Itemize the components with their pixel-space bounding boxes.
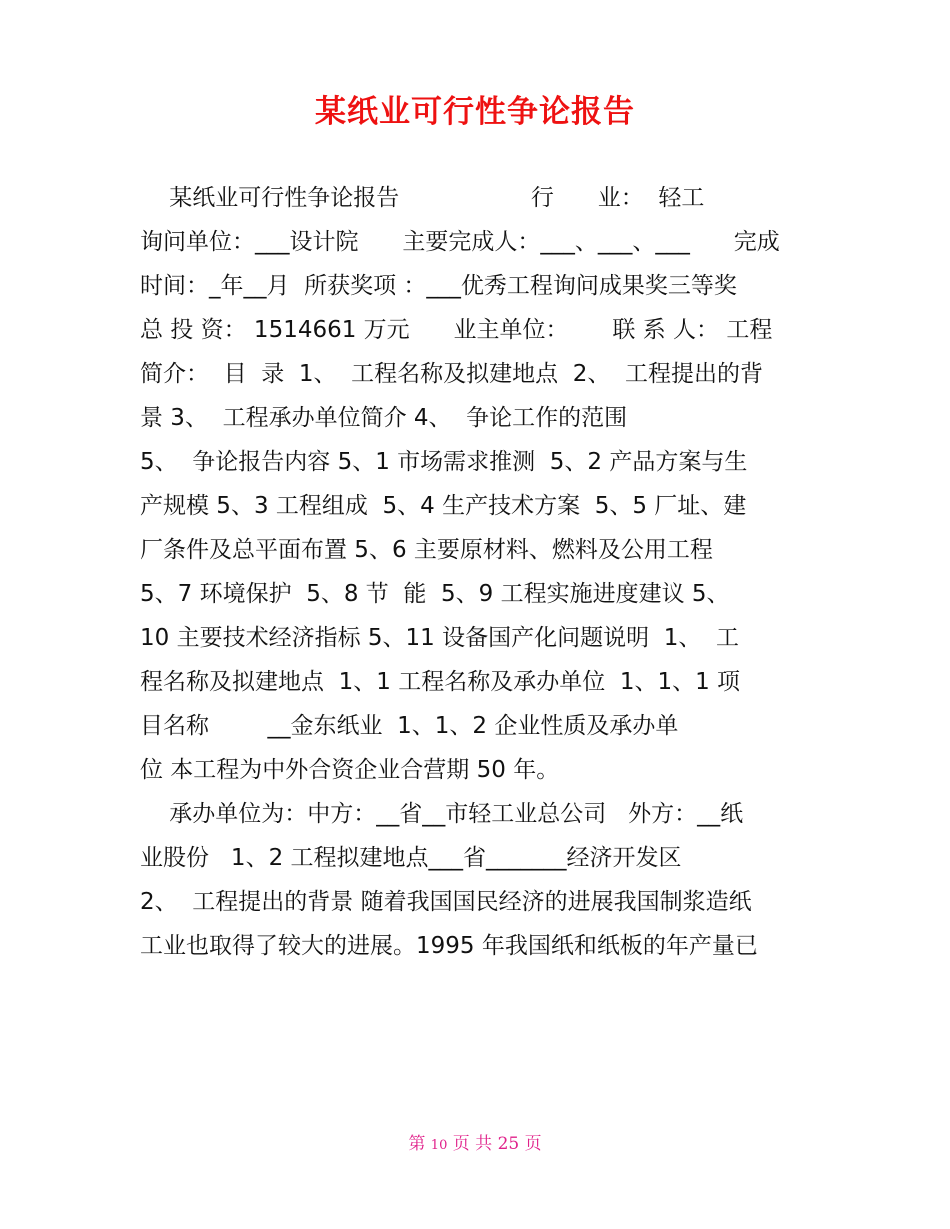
body-line: 询问单位：___设计院 主要完成人：___、___、___ 完成	[140, 229, 780, 255]
body-line: 10 主要技术经济指标 5、11 设备国产化问题说明 1、 工	[140, 625, 739, 651]
document-body	[140, 176, 820, 968]
page-total: 25	[497, 1134, 520, 1154]
body-line: 工业也取得了较大的进展。1995 年我国纸和纸板的年产量已	[140, 933, 758, 959]
body-line: 承办单位为：中方：__省__市轻工业总公司 外方：__纸	[140, 801, 744, 827]
body-line: 时间：_年__月 所获奖项 ：___优秀工程询问成果奖三等奖	[140, 273, 737, 299]
body-line: 某纸业可行性争论报告 行 业： 轻工	[140, 185, 705, 211]
body-line: 业股份 1、2 工程拟建地点___省_______经济开发区	[140, 845, 682, 871]
footer-middle: 页 共	[452, 1134, 493, 1154]
page-footer	[0, 1130, 950, 1160]
document-title: 某纸业可行性争论报告	[315, 94, 635, 130]
body-line: 景 3、 工程承办单位简介 4、 争论工作的范围	[140, 405, 628, 431]
body-line: 5、7 环境保护 5、8 节 能 5、9 工程实施进度建议 5、	[140, 581, 730, 607]
body-line: 2、 工程提出的背景 随着我国国民经济的进展我国制浆造纸	[140, 889, 752, 915]
body-line: 位 本工程为中外合资企业合营期 50 年。	[140, 757, 560, 783]
body-line: 产规模 5、3 工程组成 5、4 生产技术方案 5、5 厂址、建	[140, 493, 747, 519]
page-number: 10	[430, 1138, 448, 1153]
body-line: 5、 争论报告内容 5、1 市场需求推测 5、2 产品方案与生	[140, 449, 748, 475]
footer-prefix: 第	[408, 1134, 426, 1154]
body-line: 目名称 __金东纸业 1、1、2 企业性质及承办单	[140, 713, 679, 739]
body-line: 厂条件及总平面布置 5、6 主要原材料、燃料及公用工程	[140, 537, 713, 563]
body-line: 程名称及拟建地点 1、1 工程名称及承办单位 1、1、1 项	[140, 669, 741, 695]
body-line: 简介： 目 录 1、 工程名称及拟建地点 2、 工程提出的背	[140, 361, 763, 387]
body-line: 总 投 资： 1514661 万元 业主单位： 联 系 人： 工程	[140, 317, 773, 343]
footer-suffix: 页	[524, 1134, 542, 1154]
